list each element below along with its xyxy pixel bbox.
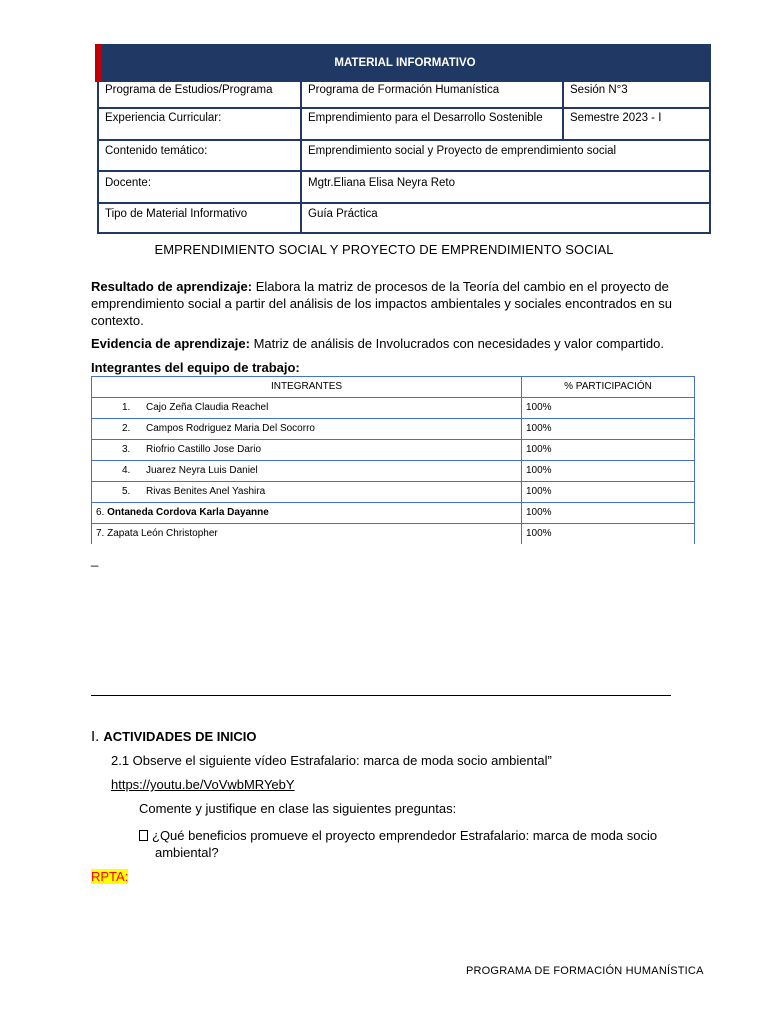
member-name: Ontaneda Cordova Karla Dayanne (107, 507, 269, 518)
learning-evidence-label: Evidencia de aprendizaje: (91, 336, 250, 351)
member-number: 1. (122, 402, 131, 413)
curricular-value: Emprendimiento para el Desarrollo Sostenible (301, 108, 563, 140)
member-participation: 100% (522, 440, 695, 461)
teacher-value: Mgtr.Eliana Elisa Neyra Reto (301, 171, 710, 203)
member-number: 4. (122, 465, 131, 476)
dash-mark: _ (91, 552, 99, 567)
team-table-header (92, 377, 695, 398)
member-name-cell (92, 398, 522, 419)
team-heading: Integrantes del equipo de trabajo: (91, 360, 300, 375)
table-row (92, 482, 695, 503)
question-line-1: ¿Qué beneficios promueve el proyecto emprendedor Estrafalario: marca de moda socio (152, 828, 658, 843)
learning-outcome (91, 278, 681, 329)
member-number: 6. (96, 507, 108, 518)
member-name: Cajo Zeña Claudia Reachel (146, 402, 269, 413)
instruction-text: Comente y justifique en clase las siguientes preguntas: (139, 801, 457, 816)
team-table (91, 376, 695, 544)
header-banner: MATERIAL INFORMATIVO (98, 45, 710, 81)
checkbox-bullet-icon (139, 830, 148, 841)
member-participation: 100% (522, 398, 695, 419)
answer-label: RPTA: (91, 869, 129, 884)
member-participation: 100% (522, 524, 695, 545)
learning-outcome-text: Elabora la matriz de procesos de la Teoría del cambio en el proyecto de emprendimiento social a partir del análisis de los impactos ambientales y sociales encontrados en su contexto. (91, 279, 672, 328)
content-value: Emprendimiento social y Proyecto de emprendimiento social (301, 140, 710, 171)
section-number: I. (91, 728, 100, 745)
member-name: Zapata León Christopher (107, 528, 218, 539)
table-row (92, 398, 695, 419)
member-participation: 100% (522, 482, 695, 503)
table-row (92, 440, 695, 461)
program-label: Programa de Estudios/Programa (98, 81, 301, 108)
material-type-label: Tipo de Material Informativo (98, 203, 301, 233)
session-value: Sesión N°3 (563, 81, 710, 108)
teacher-label: Docente: (98, 171, 301, 203)
curricular-label: Experiencia Curricular: (98, 108, 301, 140)
member-participation: 100% (522, 419, 695, 440)
member-participation: 100% (522, 461, 695, 482)
member-name: Juarez Neyra Luis Daniel (146, 465, 258, 476)
question-line-2: ambiental? (155, 845, 219, 860)
semester-value: Semestre 2023 - I (563, 108, 710, 140)
section-title: ACTIVIDADES DE INICIO (103, 729, 257, 744)
member-name: Riofrio Castillo Jose Dario (146, 444, 262, 455)
question (139, 827, 679, 861)
member-name: Rivas Benites Anel Yashira (146, 486, 266, 497)
member-participation: 100% (522, 503, 695, 524)
activity-item: 2.1 Observe el siguiente vídeo Estrafalario: marca de moda socio ambiental” (111, 753, 552, 768)
member-number: 3. (122, 444, 131, 455)
member-name-cell (92, 524, 522, 545)
content-label: Contenido temático: (98, 140, 301, 171)
table-row (92, 503, 695, 524)
member-name: Campos Rodriguez Maria Del Socorro (146, 423, 315, 434)
member-name-cell (92, 419, 522, 440)
header-table (95, 44, 711, 234)
horizontal-rule (91, 695, 671, 696)
learning-evidence (91, 335, 681, 352)
table-row (92, 524, 695, 545)
table-row (92, 419, 695, 440)
member-name-cell (92, 440, 522, 461)
member-number: 7. (96, 528, 108, 539)
section-heading (91, 728, 256, 745)
table-row (92, 461, 695, 482)
member-number: 5. (122, 486, 131, 497)
learning-outcome-label: Resultado de aprendizaje: (91, 279, 253, 294)
learning-evidence-text: Matriz de análisis de Involucrados con necesidades y valor compartido. (249, 336, 664, 351)
video-link[interactable]: https://youtu.be/VoVwbMRYebY (111, 777, 295, 792)
members-column-header: INTEGRANTES (92, 377, 522, 398)
member-name-cell (92, 461, 522, 482)
member-number: 2. (122, 423, 131, 434)
program-value: Programa de Formación Humanística (301, 81, 563, 108)
document-title: EMPRENDIMIENTO SOCIAL Y PROYECTO DE EMPRENDIMIENTO SOCIAL (154, 242, 614, 257)
footer-text: PROGRAMA DE FORMACIÓN HUMANÍSTICA (466, 965, 704, 977)
member-name-cell (92, 482, 522, 503)
member-name-cell (92, 503, 522, 524)
material-type-value: Guía Práctica (301, 203, 710, 233)
participation-column-header: % PARTICIPACIÓN (522, 377, 695, 398)
